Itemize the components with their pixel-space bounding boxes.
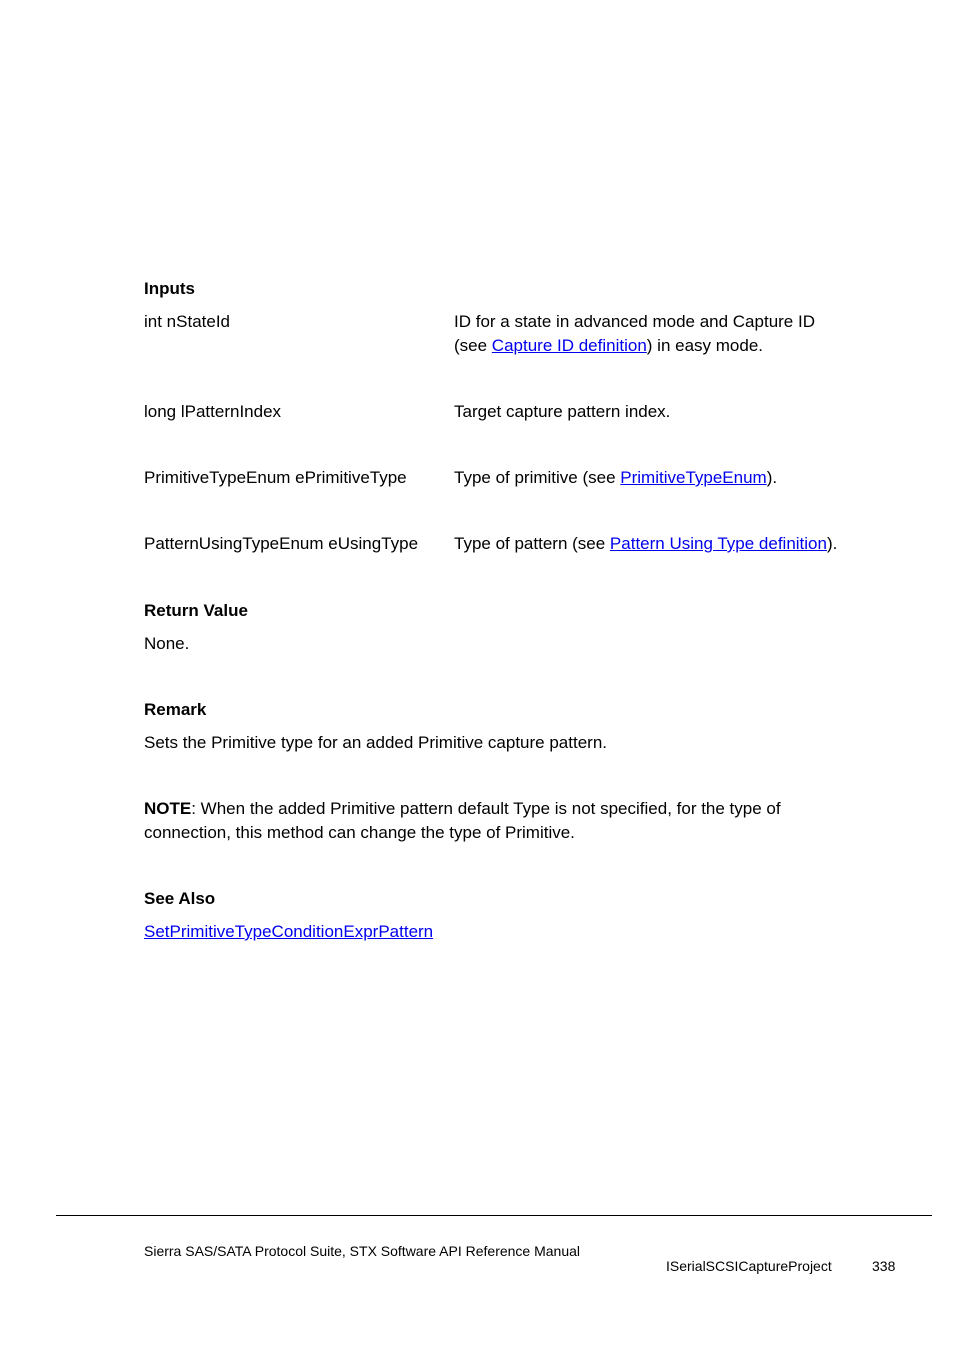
return-value-text: None. xyxy=(144,634,190,653)
primitive-type-enum-link[interactable]: PrimitiveTypeEnum xyxy=(620,468,767,487)
note-text: : When the added Primitive pattern default Type is not specified, for the type of xyxy=(191,799,781,818)
remark-heading: Remark xyxy=(144,700,207,719)
inputs-heading: Inputs xyxy=(144,279,195,298)
desc-text: Type of primitive (see xyxy=(454,468,621,487)
param-name-nstateid: int nStateId xyxy=(144,312,231,331)
param-desc-eprimitivetype xyxy=(454,466,874,490)
param-desc-nstateid xyxy=(454,310,874,358)
desc-text: ) in easy mode. xyxy=(646,336,764,355)
note-line xyxy=(144,797,844,821)
see-also-links xyxy=(144,920,844,944)
pattern-using-type-definition-link[interactable]: Pattern Using Type definition xyxy=(609,534,827,553)
param-name-lpatternindex: long lPatternIndex xyxy=(144,402,282,421)
capture-id-definition-link[interactable]: Capture ID definition xyxy=(491,336,647,355)
footer-divider xyxy=(56,1215,932,1216)
desc-text: Type of pattern (see xyxy=(454,534,610,553)
remark-note xyxy=(144,797,844,845)
desc-text: ). xyxy=(826,534,838,553)
param-desc-line xyxy=(454,334,874,358)
desc-text: (see xyxy=(454,336,492,355)
footer-manual-title: Sierra SAS/SATA Protocol Suite, STX Software API Reference Manual xyxy=(144,1243,581,1259)
param-name-eusingtype: PatternUsingTypeEnum eUsingType xyxy=(144,534,419,553)
desc-text: ). xyxy=(766,468,778,487)
note-line: connection, this method can change the type of Primitive. xyxy=(144,823,575,842)
note-label: NOTE xyxy=(144,799,192,818)
see-also-heading: See Also xyxy=(144,889,216,908)
param-desc-line: ID for a state in advanced mode and Capture ID xyxy=(454,312,815,331)
remark-text: Sets the Primitive type for an added Primitive capture pattern. xyxy=(144,733,608,752)
footer-section-name: ISerialSCSICaptureProject xyxy=(666,1258,832,1274)
param-desc-lpatternindex: Target capture pattern index. xyxy=(454,402,671,421)
set-primitive-type-condition-expr-pattern-link[interactable]: SetPrimitiveTypeConditionExprPattern xyxy=(144,922,434,941)
param-desc-eusingtype xyxy=(454,532,894,556)
param-name-eprimitivetype: PrimitiveTypeEnum ePrimitiveType xyxy=(144,468,407,487)
footer-page-number: 338 xyxy=(872,1258,896,1274)
return-value-heading: Return Value xyxy=(144,601,248,620)
